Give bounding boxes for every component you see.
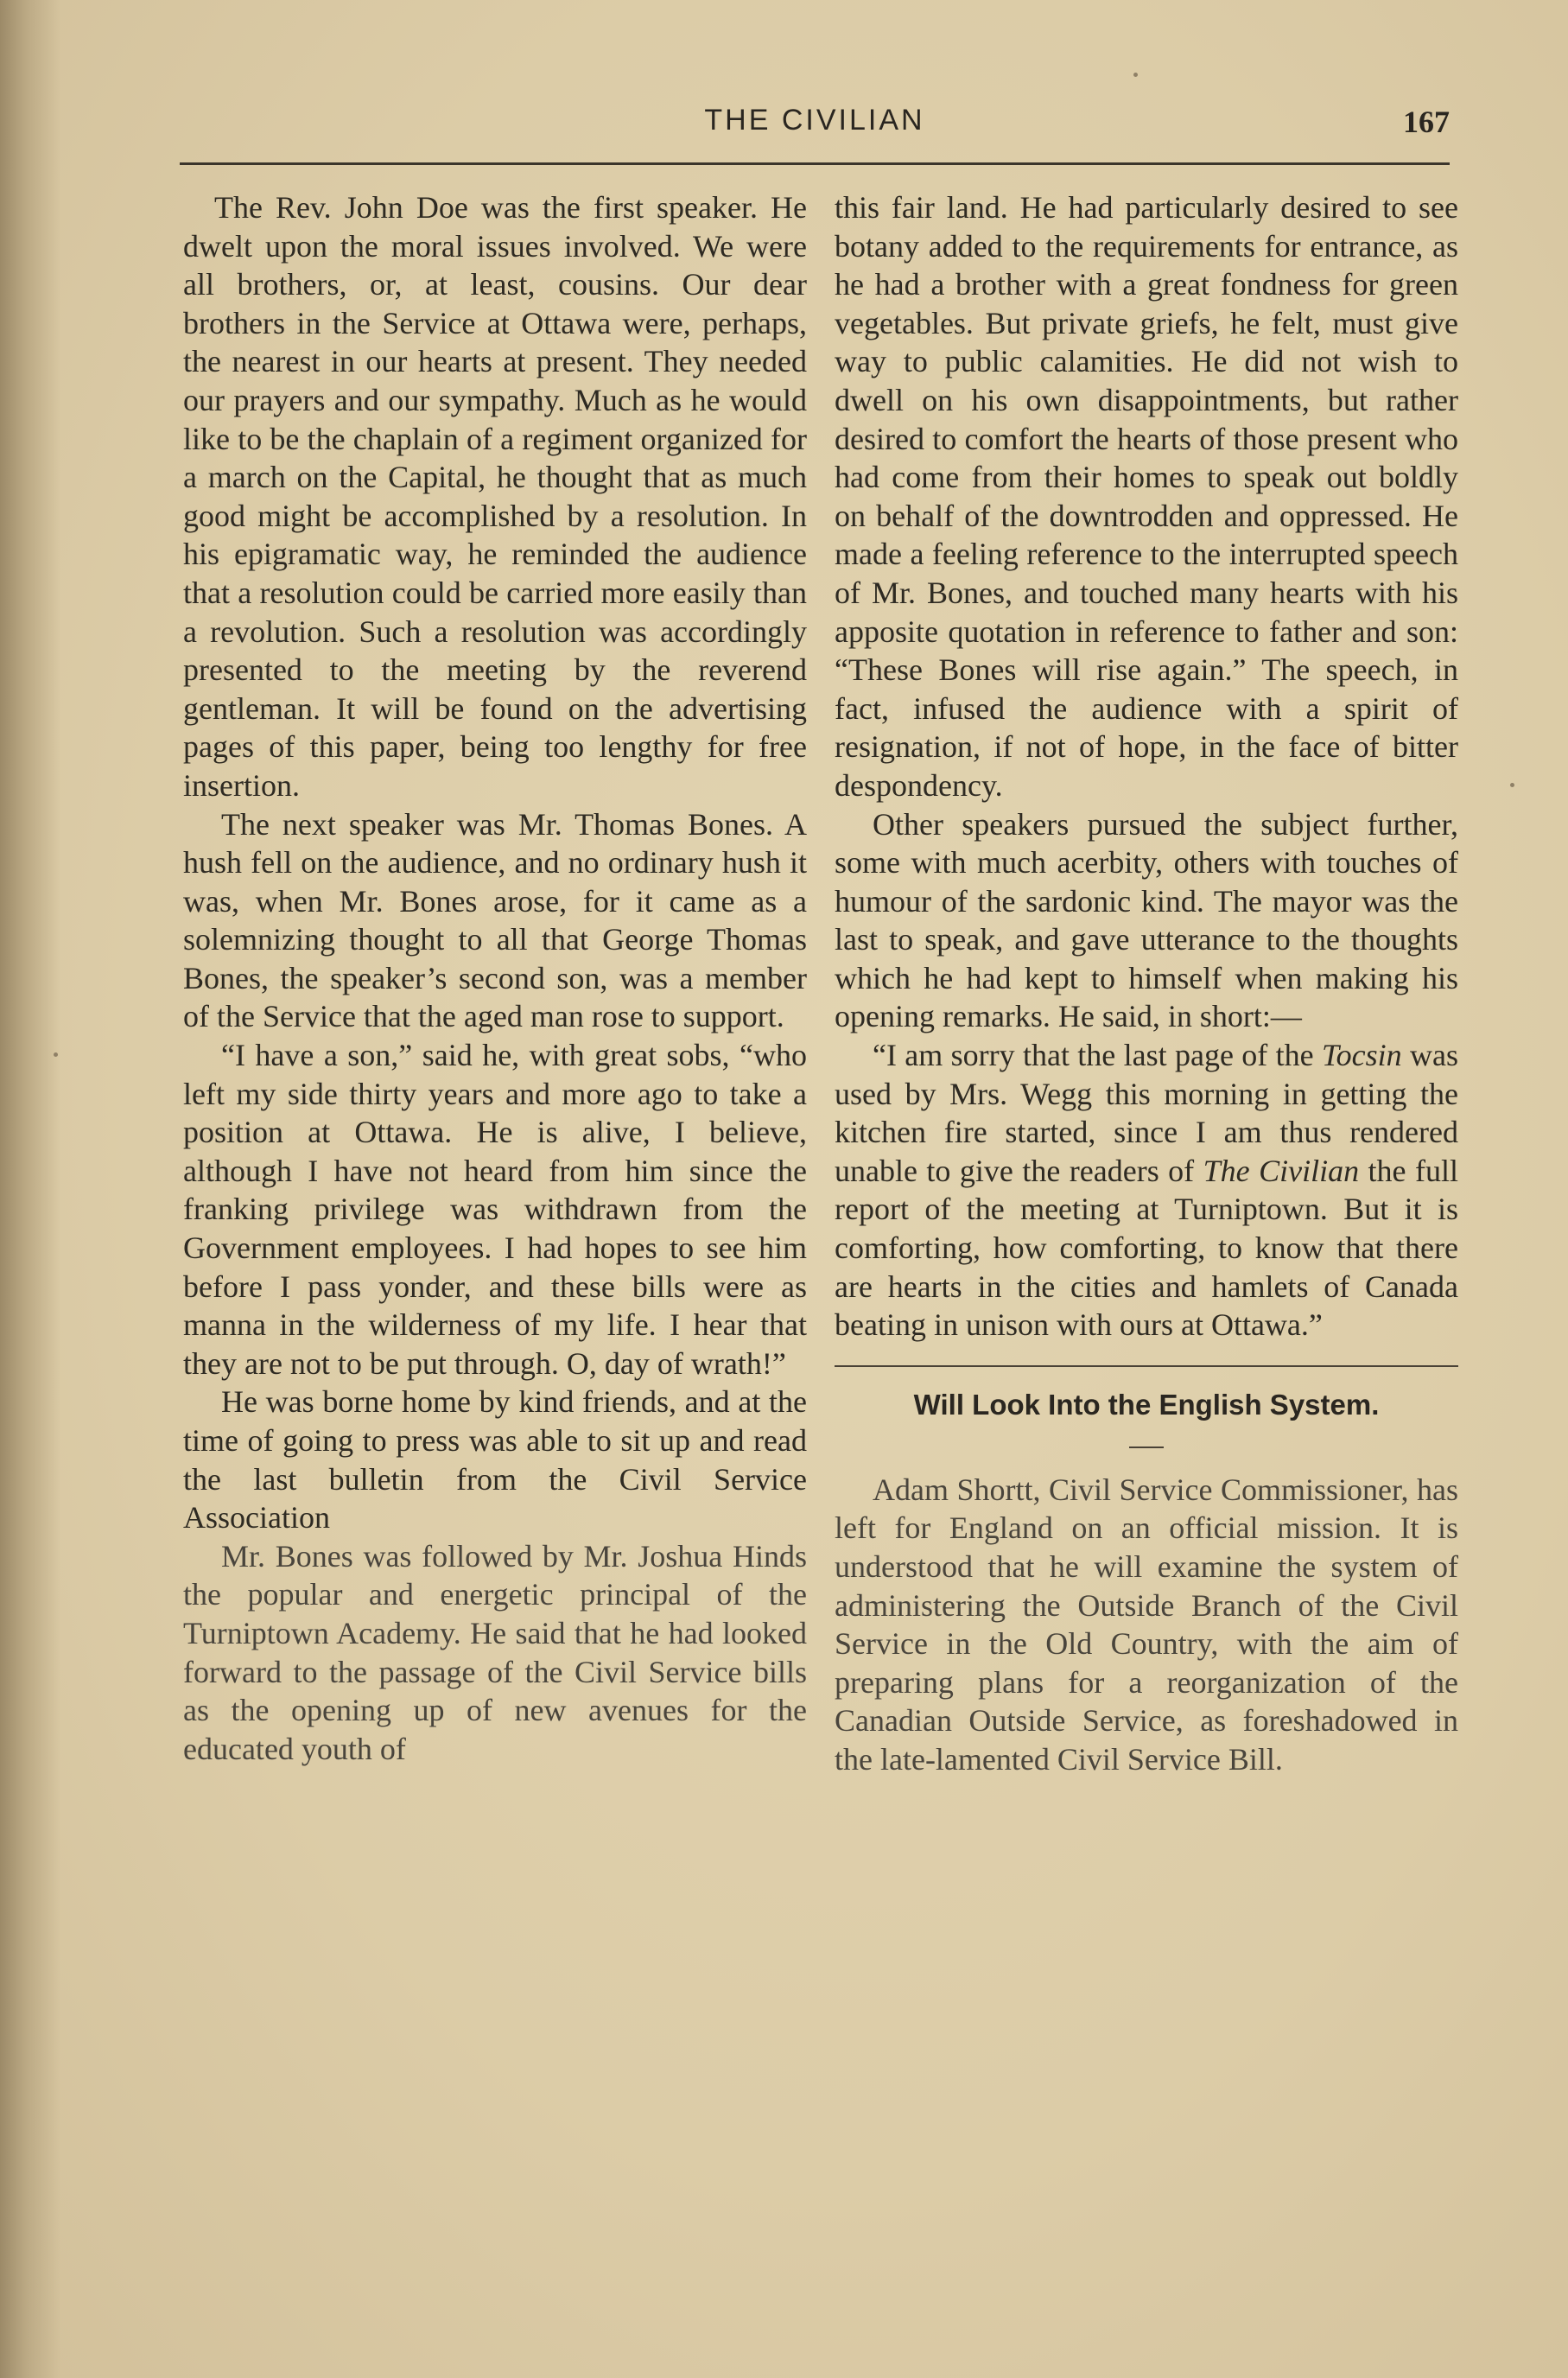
- running-head: [180, 104, 1450, 156]
- paper-speck: [1510, 783, 1514, 787]
- page-number: 167: [1403, 105, 1450, 139]
- paragraph-hinds-continued: this fair land. He had particularly desired to see botany added to the requirements for entrance, as he had a brother with a great fondness for green vegetables. But private griefs, he felt, must give way to public calamities. He did not wish to dwell on his own disappointments, but rather desired to comfort the hearts of those present who had come from their homes to speak out boldly on behalf of the downtrodden and oppressed. He made a feeling reference to the interrupted speech of Mr. Bones, and touched many hearts with his apposite quotation in reference to father and son: “These Bones will rise again.” The speech, in fact, infused the audience with a spirit of resignation, if not of hope, in the face of bitter despondency.: [835, 190, 1458, 803]
- civilian-title: The Civilian: [1203, 1153, 1360, 1188]
- paper-speck: [1133, 73, 1138, 77]
- paragraph-thomas-bones: The next speaker was Mr. Thomas Bones. A hush fell on the audience, and no ordinary hush it was, when Mr. Bones arose, for it came as a solemnizing thought to all that George Thomas Bones, the speaker’s second son, was a member of the Service that the aged man rose to support.: [183, 806, 807, 1034]
- paragraph-borne-home: He was borne home by kind friends, and at the time of going to press was able to sit up and read the last bulletin from the Civil Service Association: [183, 1384, 807, 1536]
- mayor-quote-suffix: the full report of the meeting at Turniptown. But it is comforting, how comforting, to know that there are hearts in the cities and hamlets of Canada beating in unison with ours at Ottawa.”: [835, 1153, 1458, 1343]
- right-column: [835, 188, 1458, 1779]
- heading-dash: [1129, 1447, 1164, 1448]
- article-divider-rule: [835, 1365, 1458, 1367]
- binding-gutter-shadow: [0, 0, 60, 2378]
- paper-speck: [54, 1052, 58, 1057]
- tocsin-title: Tocsin: [1321, 1038, 1402, 1073]
- article-body-shortt: Adam Shortt, Civil Service Commissioner, has left for England on an official mission. It is understood that he will examine the system of administering the Outside Branch of the Civil Service in the Old Country, with the aim of preparing plans for a reorganization of the Canadian Outside Service, as foreshadowed in the late-lamented Civil Service Bill.: [835, 1472, 1458, 1777]
- journal-title: THE CIVILIAN: [704, 104, 925, 137]
- paragraph-bones-speech: “I have a son,” said he, with great sobs, “who left my side thirty years and more ago to take a position at Ottawa. He is alive, I believe, although I have not heard from him since the franking privilege was withdrawn from the Government employees. I had hopes to see him before I pass yonder, and these bills were as manna in the wilderness of my life. I hear that they are not to be put through. O, day of wrath!”: [183, 1038, 807, 1381]
- paragraph-rev-john-doe: The Rev. John Doe was the first speaker. He dwelt upon the moral issues involved. We were all brothers, or, at least, cousins. Our dear brothers in the Service at Ottawa were, perhaps, the nearest in our hearts at present. They needed our prayers and our sympathy. Much as he would like to be the chaplain of a regiment organized for a march on the Capital, he thought that as much good might be accomplished by a resolution. In his epigramatic way, he reminded the audience that a resolution could be carried more easily than a revolution. Such a resolution was accordingly presented to the meeting by the reverend gentleman. It will be found on the advertising pages of this paper, being too lengthy for free insertion.: [183, 190, 807, 803]
- mayor-quote-middle: was used by Mrs. Wegg this morning in getting the kitchen fire started, since I am thus rendered unable to give the readers of: [835, 1038, 1458, 1188]
- paragraph-other-speakers: Other speakers pursued the subject further, some with much acerbity, others with touches of humour of the sardonic kind. The mayor was the last to speak, and gave utterance to the thoughts which he had kept to himself when making his opening remarks. He said, in short:—: [835, 806, 1458, 1034]
- article-heading: Will Look Into the English System.: [913, 1388, 1380, 1421]
- left-column: [183, 188, 807, 1768]
- mayor-quote-prefix: “I am sorry that the last page of the: [873, 1038, 1322, 1073]
- paragraph-joshua-hinds: Mr. Bones was followed by Mr. Joshua Hinds the popular and energetic principal of the Turniptown Academy. He said that he had looked forward to the passage of the Civil Service bills as the opening up of new avenues for the educated youth of: [183, 1538, 807, 1766]
- header-rule: [180, 162, 1450, 165]
- paragraph-mayor-quote: [835, 1036, 1458, 1345]
